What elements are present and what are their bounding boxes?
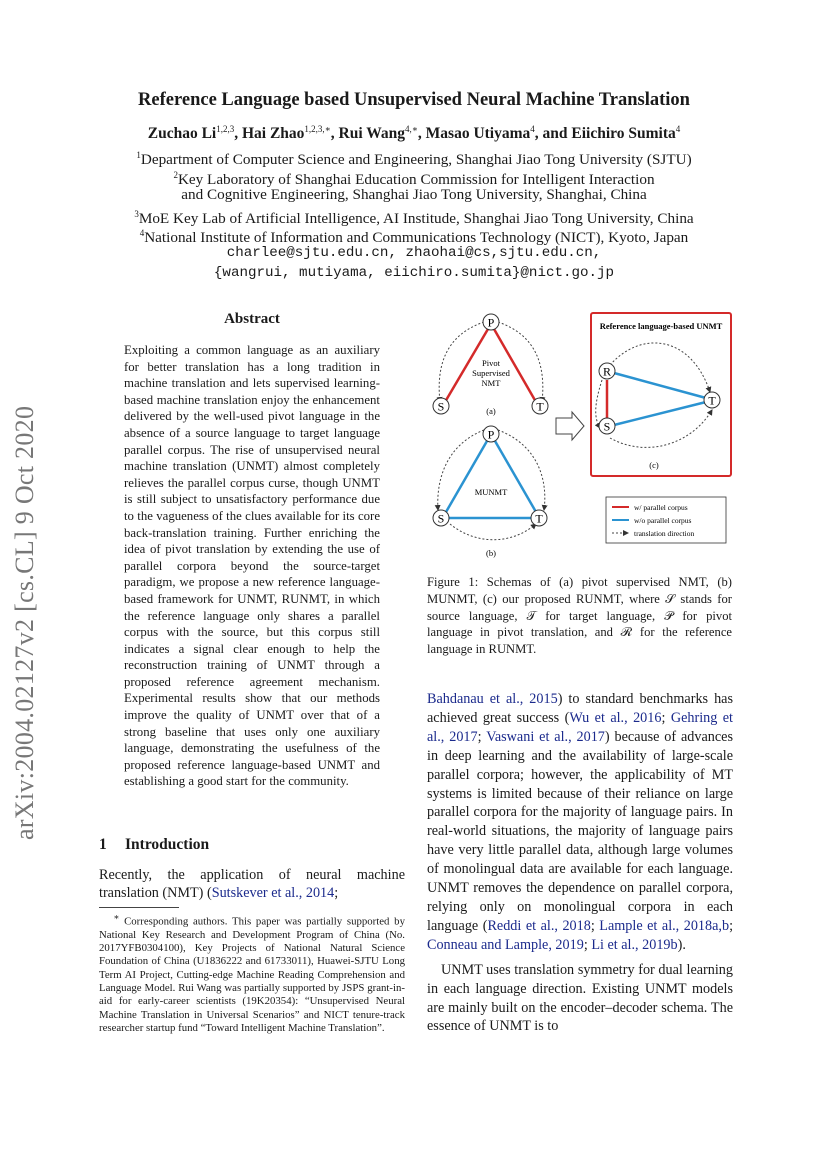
svg-text:NMT: NMT	[481, 378, 501, 388]
paragraph: Bahdanau et al., 2015) to standard benchmarks has achieved great success (Wu et al., 2016; Gehring et al., 2017; Vaswani et al., 2017) because of advances in deep learning and the availability of large-scale parallel corpora; however, the applicability of MT systems is limited because of their reliance on large parallel corpora for the majority of language pairs. In real-world situations, the majority of language pairs have very little parallel data, although large volumes of monolingual data are available for each language. UNMT removes the dependence on parallel corpora, relying only on monolingual corpora in each language (Reddi et al., 2018; Lample et al., 2018a,b; Conneau and Lample, 2019; Li et al., 2019b).	[427, 691, 734, 953]
svg-text:(a): (a)	[486, 406, 496, 416]
svg-text:w/o parallel corpus: w/o parallel corpus	[634, 516, 692, 525]
figure-legend	[606, 497, 726, 543]
svg-text:Supervised: Supervised	[472, 368, 510, 378]
svg-text:S: S	[437, 511, 445, 526]
svg-text:T: T	[708, 393, 716, 408]
transition-arrow	[556, 412, 584, 440]
section-heading: 1 Introduction	[99, 836, 210, 853]
affiliation: $^2$Key Laboratory of Shanghai Education Commission for Intelligent Interaction	[173, 169, 655, 188]
arxiv-identifier: arXiv:2004.02127v2 [cs.CL] 9 Oct 2020	[10, 405, 39, 840]
edge-parallel	[494, 329, 536, 402]
svg-text:R: R	[602, 364, 612, 379]
affiliation: $^1$Department of Computer Science and Engineering, Shanghai Jiao Tong University (SJTU)	[136, 150, 692, 169]
email-line: charlee@sjtu.edu.cn, zhaohai@cs,sjtu.edu.cn,	[226, 245, 602, 261]
svg-text:P: P	[487, 427, 495, 442]
citation-link[interactable]: Conneau and Lample, 2019	[427, 936, 584, 953]
citation-link[interactable]: Reddi et al., 2018	[487, 917, 591, 934]
svg-text:(b): (b)	[486, 548, 496, 558]
author: Rui Wang$^{4,∗}$,	[338, 124, 426, 143]
abstract-heading: Abstract	[224, 311, 280, 327]
intro-paragraph: Recently, the application of neural machine translation (NMT) (Sutskever et al., 2014;	[99, 867, 405, 902]
svg-text:Reference language-based UNMT: Reference language-based UNMT	[599, 321, 723, 331]
footnote: ∗ Corresponding authors. This paper was partially supported by National Key Research and Development Program of China (No. 2017YFB0304100), Key Projects of National Natural Science Foundation of China (U1836222 and 61733011), Huawei-SJTU Long Term AI Project, Cutting-edge Machine Reading Comprehension and Language Model. Rui Wang was partially supported by JSPS grant-in-aid for early-career scientists (19K20354): “Unsupervised Neural Machine Translation in Universal Scenarios” and NICT tenure-track researcher startup fund “Toward Intelligent Machine Translation”.	[99, 912, 405, 1034]
figure-1	[426, 310, 736, 566]
abstract-body: Exploiting a common language as an auxiliary for better translation has a long tradition in machine translation and lets supervised learning-based machine translation enjoy the enhancement delivered by the well-used pivot language in the absence of a source language to target language parallel corpus. The rise of unsupervised neural machine translation (UNMT) almost completely relieves the parallel corpus curse, though UNMT is still subject to unsatisfactory performance due to the vagueness of the clues available for its core back-translation training. Further enriching the idea of pivot translation by extending the use of parallel corpora beyond the source-target paradigm, we propose a new reference language-based framework for UNMT, RUNMT, in which the reference language only shares a parallel corpus with the source, but this corpus still indicates a signal clear enough to help the reconstruction training of UNMT through a proposed reference agreement mechanism. Experimental results show that our methods improve the quality of UNMT over that of a strong baseline that uses only one auxiliary language, demonstrating the usefulness of the proposed reference language-based UNMT and establishing a good start for the community.	[124, 343, 380, 789]
affiliation: and Cognitive Engineering, Shanghai Jiao Tong University, Shanghai, China	[181, 186, 647, 203]
svg-text:translation direction: translation direction	[634, 529, 695, 538]
svg-text:Pivot: Pivot	[482, 358, 500, 368]
svg-text:T: T	[535, 511, 543, 526]
author: Eiichiro Sumita$^4$	[571, 124, 681, 143]
author: Masao Utiyama$^4$, and	[425, 124, 572, 143]
svg-text:(c): (c)	[649, 460, 659, 470]
author: Hai Zhao$^{1,2,3,∗}$,	[241, 124, 339, 143]
svg-text:S: S	[437, 399, 445, 414]
footnote-rule	[99, 907, 179, 908]
affiliation: $^4$National Institute of Information and Communications Technology (NICT), Kyoto, Japan	[139, 228, 689, 247]
citation-link[interactable]: Li et al., 2019b	[591, 936, 678, 953]
right-column	[427, 690, 733, 1036]
citation-link[interactable]: Gehring et al., 2017	[427, 709, 733, 745]
svg-text:S: S	[603, 419, 611, 434]
citation-link[interactable]: Sutskever et al., 2014	[211, 885, 335, 902]
figure-caption: Figure 1: Schemas of (a) pivot supervised NMT, (b) MUNMT, (c) our proposed RUNMT, where 𝒮 stands for source language, 𝒯 for target language, 𝒫 for pivot language in pivot translation, and ℛ for the reference language in RUNMT.	[427, 575, 732, 657]
svg-text:w/ parallel corpus: w/ parallel corpus	[634, 503, 688, 512]
svg-text:MUNMT: MUNMT	[474, 487, 508, 497]
paper-title: Reference Language based Unsupervised Neural Machine Translation	[138, 90, 690, 110]
author: Zuchao Li$^{1,2,3}$,	[147, 124, 242, 143]
edge-no-parallel	[495, 441, 536, 512]
affiliation: $^3$MoE Key Lab of Artificial Intelligence, AI Institude, Shanghai Jiao Tong University, China	[134, 208, 694, 227]
diagram-a	[433, 314, 548, 416]
edge-no-parallel	[446, 441, 487, 512]
author-list	[0, 124, 828, 143]
diagram-c	[591, 313, 731, 476]
email-line: {wangrui, mutiyama, eiichiro.sumita}@nict.go.jp	[213, 264, 615, 281]
diagram-b	[433, 426, 547, 558]
citation-link[interactable]: Wu et al., 2016	[569, 709, 662, 726]
citation-link[interactable]: Lample et al., 2018a,b	[599, 917, 730, 934]
citation-link[interactable]: Vaswani et al., 2017	[486, 728, 605, 745]
svg-text:P: P	[487, 315, 495, 330]
svg-text:T: T	[536, 399, 544, 414]
paragraph: UNMT uses translation symmetry for dual learning in each language direction. Existing UNMT models are mainly built on the encoder–decoder schema. The essence of UNMT is to	[427, 961, 733, 1035]
citation-link[interactable]: Bahdanau et al., 2015	[427, 691, 558, 707]
